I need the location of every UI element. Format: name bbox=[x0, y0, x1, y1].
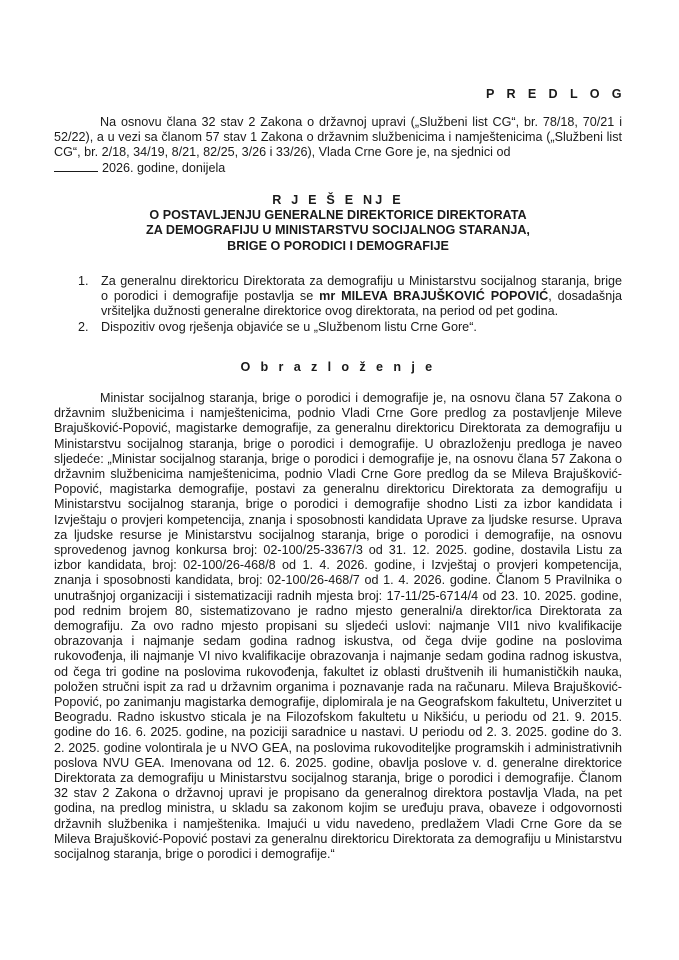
item-number: 1. bbox=[78, 274, 89, 288]
reasoning-paragraph: Ministar socijalnog staranja, brige o porodici i demografije je, na osnovu člana 57 Zakona o državnim službenicima i namještenicima, podnio Vladi Crne Gore predlog za postavljenje Mileve Brajušković-Popović, magistarke demografije, za generalnu direktoricu Direktorata za demografiju u Ministarstvu socijalnog staranja, brige o porodici i demografije. U obrazloženju predloga je naveo sljedeće: „Ministar socijalnog staranja, brige o porodici i demografije je, na osnovu člana 57 Zakona o državnim službenicima namještenicima, podnio Vladi Crne Gore predlog da se Mileva Brajušković-Popović, magistarka demografije, postavi za generalnu direktoricu Direktorata za demografiju u Ministarstvu socijalnog staranja, brige o porodici i demografije shodno Listi za izbor kandidata i Izvještaju o provjeri kompetencija, znanja i sposobnosti kandidata Uprave za ljudske resurse. Uprava za ljudske resurse je Ministarstvu socijalnog staranja, brige o porodici i demografije, na osnovu sprovedenog javnog konkursa broj: 02-100/25-3367/3 od 31. 12. 2025. godine, dostavila Listu za izbor kandidata, broj: 02-100/26-468/8 od 1. 4. 2026. godine, i Izvještaj o provjeri kompetencija, znanja i sposobnosti kandidata, broj: 02-100/26-468/7 od 1. 4. 2026. godine. Članom 5 Pravilnika o unutrašnjoj organizaciji i sistematizaciji radnih mjesta broj: 17-11/25-6714/4 od 23. 10. 2025. godine, pod rednim brojem 80, sistematizovano je radno mjesto generalni/a direktor/ica Direktorata za demografiju. Za ovo radno mjesto propisani su sljedeći uslovi: najmanje VII1 nivo kvalifikacije obrazovanja i najmanje sedam godina radnog iskustva, od čega dvije godine na poslovima rukovođenja, ili najmanje VI nivo kvalifikacije obrazovanja i najmanje sedam godina radnog iskustva, od čega tri godine na poslovima rukovođenja, fakultet iz oblasti društvenih ili humanističkih nauka, položen stručni ispit za rad u državnim organima i poznavanje rada na računaru. Mileva Brajušković-Popović, po zanimanju magistarka demografije, diplomirala je na Geografskom fakultetu, Univerzitet u Beogradu. Radno iskustvo sticala je na Filozofskom fakultetu u Nikšiću, u periodu od 21. 9. 2015. godine do 16. 6. 2025. godine, na poziciji saradnice u nastavi. U periodu od 2. 3. 2025. godine do 3. 2. 2025. godine volontirala je u NVO GEA, na poslovima rukovoditeljke programskih i administrativnih poslova NVU GEA. Imenovana od 12. 6. 2025. godine, obavlja poslove v. d. generalne direktorice Direktorata za demografiju u Ministarstvu socijalnog staranja, brige o porodici i demografije. Članom 32 stav 2 Zakona o državnoj upravi je propisano da generalnog direktora postavlja Vlada, na pet godina, na predlog ministra, u skladu sa zakonom kojim se uređuju prava, obaveze i odgovornosti državnih službenika i namještenika. Imajući u vidu navedeno, predlažem Vladi Crne Gore da se Mileva Brajušković-Popović postavi za generalnu direktoricu Direktorata za demografiju u Ministarstvu socijalnog staranja, brige o porodici i demografije.“ bbox=[54, 391, 622, 862]
decision-title-block bbox=[54, 193, 622, 254]
item-text-continued: , dosadašnja vršiteljka dužnosti generalne direktorice ovog direktorata, na period od pet godina. bbox=[101, 289, 623, 319]
item-text: Dispozitiv ovog rješenja objaviće se u „Službenom listu Crne Gore“. bbox=[101, 319, 477, 334]
decision-subtitle-line-3: BRIGE O PORODICI I DEMOGRAFIJE bbox=[227, 238, 449, 253]
decision-title: R J E Š E NJ E bbox=[272, 193, 404, 207]
decision-subtitle-line-1: O POSTAVLJENJU GENERALNE DIREKTORICE DIREKTORATA bbox=[149, 208, 527, 223]
document-status-label: P R E D L O G bbox=[485, 87, 626, 101]
dispositive-item bbox=[54, 274, 622, 320]
preamble-text: Na osnovu člana 32 stav 2 Zakona o državnoj upravi („Službeni list CG“, br. 78/18, 70/21 i 52/22), a u vezi sa članom 57 stav 1 Zakona o državnim službenicima i namještenicima („Službeni list CG“, br. 2/18, 34/19, 8/21, 82/25, 3/26 i 33/26), Vlada Crne Gore je, na sjednici od bbox=[54, 115, 622, 160]
item-number: 2. bbox=[78, 319, 89, 334]
appointee-name: mr MILEVA BRAJUŠKOVIĆ POPOVIĆ bbox=[319, 289, 549, 304]
item-text: Za generalnu direktoricu Direktorata za demografiju u Ministarstvu socijalnog staranja, brige o porodici i demografije postavlja se bbox=[101, 274, 622, 304]
preamble-closing: 2026. godine, donijela bbox=[102, 160, 226, 175]
session-date-blank bbox=[54, 161, 98, 172]
dispositive-list bbox=[54, 274, 622, 335]
dispositive-item bbox=[54, 320, 622, 335]
preamble-paragraph bbox=[54, 115, 622, 176]
preamble-closing-line bbox=[54, 161, 622, 176]
decision-subtitle-line-2: ZA DEMOGRAFIJU U MINISTARSTVU SOCIJALNOG STARANJA, bbox=[146, 223, 530, 238]
reasoning-title: O b r a z l o ž e n j e bbox=[240, 360, 436, 374]
